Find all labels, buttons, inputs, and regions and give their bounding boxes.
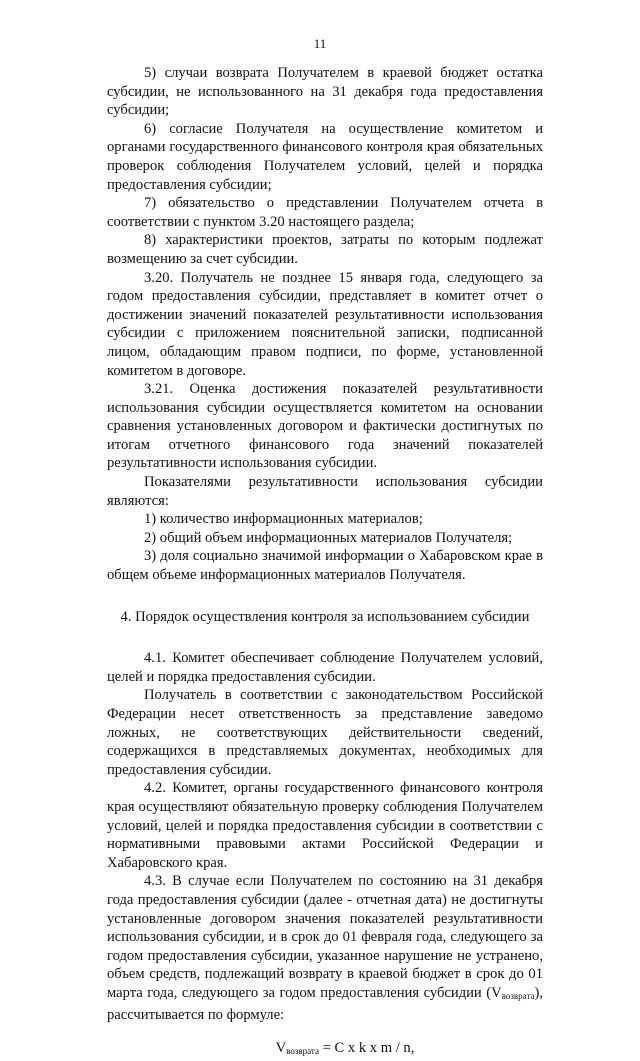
paragraph: 5) случаи возврата Получателем в краевой бюджет остатка субсидии, не использованного на 31 декабря года предоставления субсидии; — [107, 65, 543, 119]
formula-subscript: возврата — [286, 1046, 319, 1057]
paragraph: 4.1. Комитет обеспечивает соблюдение Получателем условий, целей и порядка предоставления субсидии. — [107, 650, 543, 685]
document-body — [107, 64, 543, 1061]
subscript: возврата — [501, 990, 535, 1001]
section-heading: 4. Порядок осуществления контроля за использованием субсидии — [120, 608, 530, 625]
paragraph: 2) общий объем информационных материалов Получателя; — [144, 529, 513, 546]
paragraph: 1) количество информационных материалов; — [144, 511, 423, 528]
paragraph-4-3 — [107, 872, 543, 1024]
paragraph: 3.21. Оценка достижения показателей результативности использования субсидии осуществляется комитетом на основании сравнения установленных договором и фактически достигнутых по итогам отчетного финансового года значений показателей результативности использования субсидии. — [107, 381, 543, 472]
paragraph-4-3-text: 4.3. В случае если Получателем по состоянию на 31 декабря года предоставления субсидии (далее - отчетная дата) не достигнуты установленные договором значения показателей результативности использования субсидии, и в срок до 01 февраля года, следующего за годом предоставления субсидии, указанное нарушение не устранено, объем средств, подлежащий возврату в краевой бюджет в срок до 01 марта года, следующего за годом предоставления субсидии (V — [107, 873, 543, 1001]
formula-expression: = C x k x m / n, — [318, 1040, 415, 1057]
paragraph: 6) согласие Получателя на осуществление комитетом и органами государственного финансового контроля края обязательных проверок соблюдения Получателем условий, целей и порядка предоставления субсидии; — [107, 120, 543, 193]
paragraph: 8) характеристики проектов, затраты по которым подлежат возмещению за счет субсидии. — [107, 232, 543, 267]
paragraph: 4.2. Комитет, органы государственного финансового контроля края осуществляют обязательную проверку соблюдения Получателем условий, целей и порядка предоставления субсидии в соответствии с нормативными правовыми актами Российской Федерации и Хабаровского края. — [107, 780, 543, 871]
formula-symbol: V — [275, 1040, 287, 1057]
page-number: 11 — [313, 36, 327, 51]
paragraph: Получатель в соответствии с законодательством Российской Федерации несет ответственность за представление заведомо ложных, не соответствующих действительности сведений, содержащихся в представляемых документах, необходимых для предоставления субсидии. — [107, 687, 543, 778]
paragraph: Показателями результативности использования субсидии являются: — [107, 474, 543, 509]
paragraph: 3) доля социально значимой информации о Хабаровском крае в общем объеме информационных материалов Получателя. — [107, 548, 543, 584]
paragraph-4-3-tail: ), рассчитывается по формуле: — [107, 984, 543, 1023]
paragraph: 7) обязательство о представлении Получателем отчета в соответствии с пунктом 3.20 настоящего раздела; — [107, 195, 543, 230]
formula — [107, 1039, 543, 1061]
paragraph: 3.20. Получатель не позднее 15 января года, следующего за годом предоставления субсидии, представляет в комитет отчет о достижении значений показателей результативности использования субсидии с приложением пояснительной записки, подписанной лицом, обладающим правом подписи, по форме, установленной комитетом в договоре. — [107, 269, 543, 379]
